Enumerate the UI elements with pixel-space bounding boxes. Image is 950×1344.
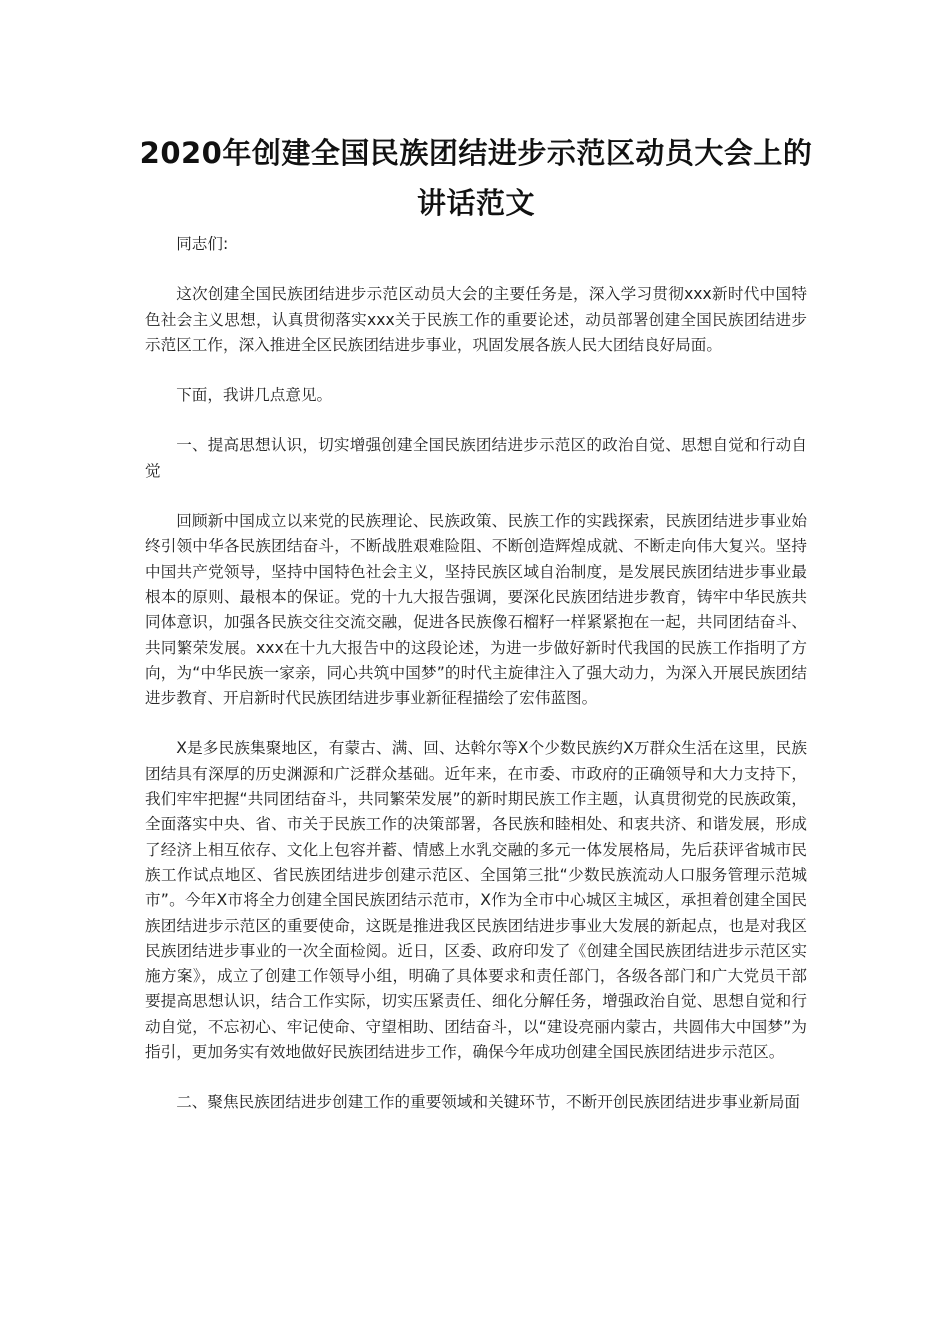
salutation: 同志们: [176, 235, 229, 253]
section-heading-1: 一、提高思想认识，切实增强创建全国民族团结进步示范区的政治自觉、思想自觉和行动自觉 [145, 436, 807, 480]
title-line-2: 讲话范文 [416, 186, 535, 220]
paragraph-transition: 下面，我讲几点意见。 [176, 386, 333, 405]
document-title [125, 128, 827, 228]
paragraph-local: X是多民族集聚地区，有蒙古、满、回、达斡尔等X个少数民族约X万群众生活在这里，民族团结具有深厚的历史渊源和广泛群众基础。近年来，在市委、市政府的正确领导和大力支持下，我们牢牢把握“共同团结奋斗，共同繁荣发展”的新时期民族工作主题，认真贯彻党的民族政策，全面落实中央、省、市关于民族工作的决策部署，各民族和睦相处、和衷共济、和谐发展，形成了经济上相互依存、文化上包容并蓄、情感上水乳交融的多元一体发展格局，先后获评省城市民族工作试点地区、省民族团结进步创建示范区、全国第三批“少数民族流动人口服务管理示范城市”。今年X市将全力创建全国民族团结示范市，X作为全市中心城区主城区，承担着创建全国民族团结进步示范区的重要使命，这既是推进我区民族团结进步事业大发展的新起点，也是对我区民族团结进步事业的一次全面检阅。近日，区委、政府印发了《创建全国民族团结进步示范区实施方案》，成立了创建工作领导小组，明确了具体要求和责任部门，各级各部门和广大党员干部要提高思想认识，结合工作实际，切实压紧责任、细化分解任务，增强政治自觉、思想自觉和行动自觉，不忘初心、牢记使命、守望相助、团结奋斗，以“建设亮丽内蒙古，共圆伟大中国梦”为指引，更加务实有效地做好民族团结进步工作，确保今年成功创建全国民族团结进步示范区。 [145, 739, 807, 1062]
title-line-1: 2020年创建全国民族团结进步示范区动员大会上的 [139, 136, 813, 170]
document-page [139, 128, 813, 1116]
paragraph-intro: 这次创建全国民族团结进步示范区动员大会的主要任务是，深入学习贯彻xxx新时代中国特色社会主义思想，认真贯彻落实xxx关于民族工作的重要论述，动员部署创建全国民族团结进步示范区工作，深入推进全区民族团结进步事业，巩固发展各族人民大团结良好局面。 [145, 285, 807, 354]
section-heading-2: 二、聚焦民族团结进步创建工作的重要领域和关键环节，不断开创民族团结进步事业新局面 [176, 1093, 800, 1112]
paragraph-review: 回顾新中国成立以来党的民族理论、民族政策、民族工作的实践探索，民族团结进步事业始终引领中华各民族团结奋斗，不断战胜艰难险阻、不断创造辉煌成就、不断走向伟大复兴。坚持中国共产党领导，坚持中国特色社会主义，坚持民族区域自治制度，是发展民族团结进步事业最根本的原则、最根本的保证。党的十九大报告强调，要深化民族团结进步教育，铸牢中华民族共同体意识，加强各民族交往交流交融，促进各民族像石榴籽一样紧紧抱在一起，共同团结奋斗、共同繁荣发展。xxx在十九大报告中的这段论述，为进一步做好新时代我国的民族工作指明了方向，为“中华民族一家亲，同心共筑中国梦”的时代主旋律注入了强大动力，为深入开展民族团结进步教育、开启新时代民族团结进步事业新征程描绘了宏伟蓝图。 [145, 512, 807, 708]
